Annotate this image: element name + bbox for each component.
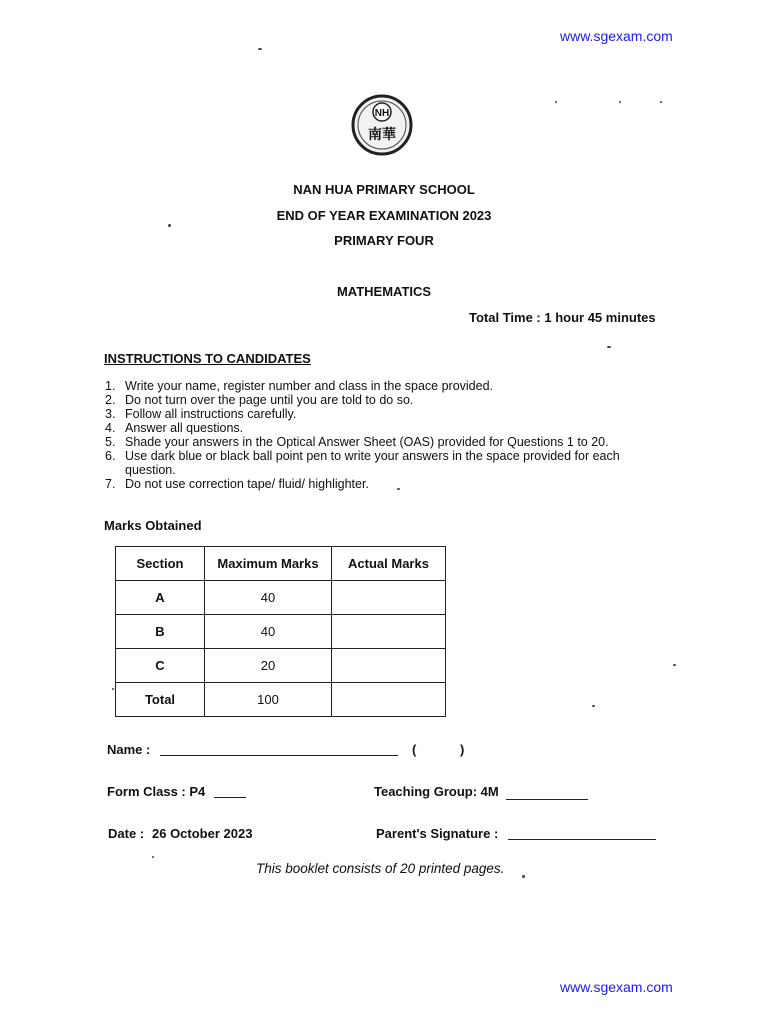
booklet-note: This booklet consists of 20 printed pages.	[256, 861, 505, 876]
instruction-item: 7. Do not use correction tape/ fluid/ highlighter.	[105, 477, 369, 491]
teaching-group-input-line[interactable]	[506, 786, 588, 800]
marks-table	[115, 546, 446, 717]
cell-section: C	[116, 649, 205, 683]
table-row	[116, 615, 446, 649]
table-row	[116, 581, 446, 615]
marks-title: Marks Obtained	[104, 518, 202, 533]
school-logo	[351, 94, 413, 156]
svg-text:南華: 南華	[368, 127, 396, 143]
cell-max: 100	[205, 683, 332, 717]
instruction-item: 4. Answer all questions.	[105, 421, 244, 435]
cell-actual[interactable]	[332, 615, 446, 649]
cell-section: Total	[116, 683, 205, 717]
scan-speck	[168, 224, 171, 227]
instructions-title: INSTRUCTIONS TO CANDIDATES	[104, 351, 311, 366]
cell-section: B	[116, 615, 205, 649]
scan-speck	[112, 688, 114, 690]
instruction-item: 2. Do not turn over the page until you are told to do so.	[105, 393, 414, 407]
instruction-item: 5. Shade your answers in the Optical Answer Sheet (OAS) provided for Questions 1 to 20.	[105, 435, 609, 449]
date-label: Date :	[108, 826, 145, 841]
name-input-line[interactable]	[160, 742, 398, 756]
level-title: PRIMARY FOUR	[334, 233, 434, 248]
table-row	[116, 683, 446, 717]
header-actual: Actual Marks	[332, 547, 446, 581]
name-label: Name :	[107, 742, 151, 757]
form-class-label: Form Class : P4	[107, 784, 206, 799]
form-class-input-line[interactable]	[214, 784, 246, 798]
subject-title: MATHEMATICS	[336, 284, 432, 299]
scan-speck	[660, 101, 662, 103]
parent-signature-line[interactable]	[508, 826, 656, 840]
teaching-group-label: Teaching Group: 4M	[374, 784, 499, 799]
cell-section: A	[116, 581, 205, 615]
total-time: Total Time : 1 hour 45 minutes	[469, 310, 656, 325]
register-open-paren: (	[412, 742, 417, 757]
table-header-row	[116, 547, 446, 581]
header-section: Section	[116, 547, 205, 581]
website-link-bottom[interactable]: www.sgexam.com	[560, 979, 673, 995]
scan-speck	[152, 856, 154, 858]
header-max: Maximum Marks	[205, 547, 332, 581]
scan-speck	[258, 48, 262, 50]
scan-speck	[555, 101, 557, 103]
website-link-top[interactable]: www.sgexam.com	[560, 28, 673, 44]
cell-actual[interactable]	[332, 683, 446, 717]
table-row	[116, 649, 446, 683]
register-close-paren: )	[460, 742, 465, 757]
cell-max: 40	[205, 615, 332, 649]
scan-speck	[619, 101, 621, 103]
scan-speck	[522, 875, 525, 878]
cell-max: 20	[205, 649, 332, 683]
svg-text:NH: NH	[374, 108, 390, 119]
scan-speck	[673, 664, 676, 666]
cell-max: 40	[205, 581, 332, 615]
exam-title: END OF YEAR EXAMINATION 2023	[276, 208, 492, 223]
instruction-item: 3. Follow all instructions carefully.	[105, 407, 297, 421]
school-name: NAN HUA PRIMARY SCHOOL	[293, 182, 475, 197]
scan-speck	[607, 346, 611, 348]
scan-speck	[592, 705, 595, 707]
instruction-item: 6. Use dark blue or black ball point pen to write your answers in the space provided for each question.	[105, 449, 620, 477]
date-value: 26 October 2023	[152, 826, 253, 841]
instruction-item: 1. Write your name, register number and class in the space provided.	[105, 379, 494, 393]
cell-actual[interactable]	[332, 649, 446, 683]
parent-signature-label: Parent's Signature :	[376, 826, 499, 841]
cell-actual[interactable]	[332, 581, 446, 615]
scan-speck	[397, 488, 400, 490]
instructions-list	[105, 379, 665, 491]
